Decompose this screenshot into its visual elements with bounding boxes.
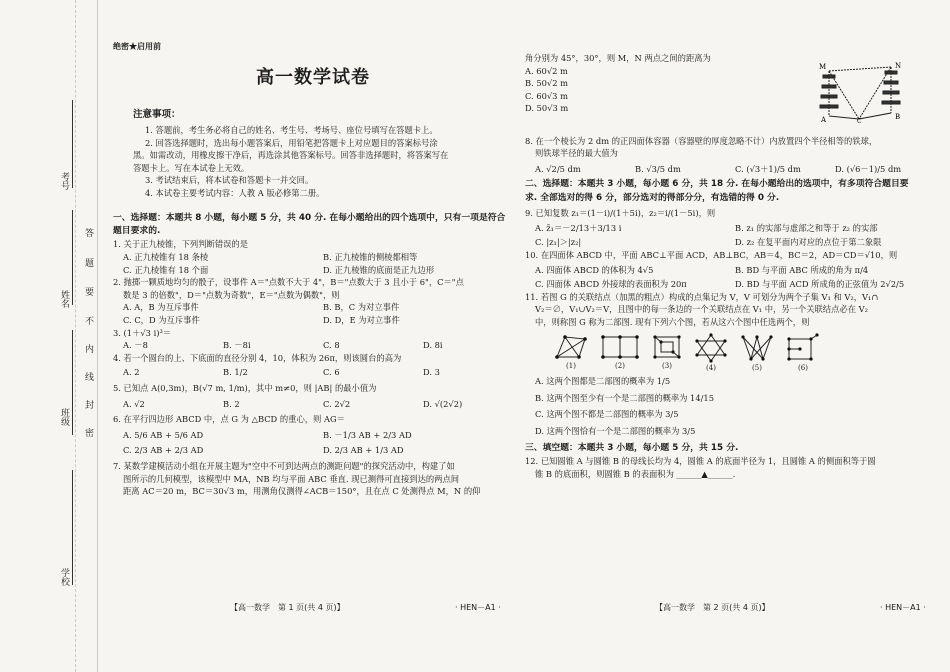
seal-char: 密 — [83, 428, 93, 437]
option: A. 5/6 AB + 5/6 AD — [123, 429, 204, 440]
note-line: 2. 回答选择题时，选出每小题答案后，用铅笔把答题卡上对应题目的答案标号涂 — [145, 137, 438, 148]
seal-char: 要 — [83, 287, 93, 296]
footer-left-code: · HEN－A1 · — [455, 603, 501, 612]
footer-page: 【高一数学 第 1 页(共 4 页)】 — [230, 603, 345, 612]
option: B. z₁ 的实部与虚部之和等于 z₂ 的实部 — [735, 222, 878, 233]
label-m: M — [819, 62, 827, 71]
cb-line — [859, 113, 891, 119]
option: D. (√6－1)/5 dm — [835, 163, 902, 174]
option: D. z₂ 在复平面内对应的点位于第二象限 — [735, 237, 882, 248]
section-title: 题目要求的. — [113, 225, 161, 236]
label-b: B — [895, 112, 901, 121]
school-label: 学校 — [59, 568, 69, 586]
question-stem: 8. 在一个棱长为 2 dm 的正四面体容器（容器壁的厚度忽略不计）内放置四个半径相等的铁球， — [525, 135, 878, 146]
option: A. z̄₁＝－2/13＋3/13 i — [535, 222, 622, 233]
section-title: 二、选择题：本题共 3 小题，每小题 6 分，共 18 分. 在每小题给出的选项中，有多项符合题目要 — [525, 179, 909, 190]
section-title: 一、选择题：本题共 8 小题，每小题 5 分，共 40 分. 在每小题给出的四个选项中，只有一项是符合 — [113, 212, 506, 223]
seal-char: 封 — [83, 400, 93, 409]
binding-line — [97, 0, 98, 672]
question-stem: 距离 AC＝20 m，BC＝30√3 m，用测角仪测得∠ACB＝150°，且在点 C 处测得点 M，N 的仰 — [123, 486, 481, 497]
class-line — [72, 330, 73, 435]
option: A. 60√2 m — [525, 65, 568, 76]
graph-caption: (6) — [798, 363, 808, 372]
question-stem: 11. 若图 G 的关联结点（加黑的粗点）构成的点集记为 V，V 可划分为两个子集 V₁ 和 V₂，V₁∩ — [525, 291, 879, 302]
label-c: C — [857, 117, 862, 123]
option: B. 50√2 m — [525, 78, 568, 89]
option: C. 2√2 — [323, 398, 351, 409]
graph-5 — [739, 333, 775, 374]
q7-block — [525, 61, 925, 135]
option: A. √2/5 dm — [535, 163, 581, 174]
option: A. A，B 为互斥事件 — [123, 302, 199, 313]
school-line — [72, 470, 73, 585]
graph-1 — [553, 333, 589, 374]
option: A. 2 — [123, 367, 140, 378]
footer-right-code: · HEN－A1 · — [880, 603, 926, 612]
question-stem: 中，则称图 G 称为二部图. 现有下列六个图，若从这六个图中任选两个，则 — [535, 317, 810, 328]
graph-6 — [785, 333, 821, 374]
option: C. 这两个图不都是二部图的概率为 3/5 — [535, 409, 679, 420]
option: B. 正九棱锥的侧棱都相等 — [323, 251, 418, 262]
option: D. 2/3 AB + 1/3 AD — [323, 445, 404, 456]
option: D. √(2√2) — [423, 398, 463, 409]
option: C. 四面体 ABCD 外接球的表面积为 20π — [535, 279, 687, 290]
option: A. √2 — [123, 398, 145, 409]
ac-line — [829, 116, 859, 119]
option: B. 1/2 — [223, 367, 248, 378]
question-stem: 9. 已知复数 z₁＝(1－i)/(1＋5i)，z₂＝i/(1－5i)，则 — [525, 208, 716, 219]
seal-char: 内 — [83, 344, 93, 353]
option: B. 2 — [223, 398, 240, 409]
option: A. 四面体 ABCD 的体积为 4√5 — [535, 264, 654, 275]
note-line: 1. 答题前，考生务必将自己的姓名、考生号、考场号、座位号填写在答题卡上。 — [145, 124, 438, 135]
graph-caption: (5) — [752, 363, 762, 372]
tower-figure — [815, 61, 905, 123]
graph-caption: (3) — [662, 361, 672, 370]
option: C. 6 — [323, 367, 340, 378]
name-label: 姓名 — [59, 290, 69, 308]
mn-line — [829, 67, 891, 71]
option: B. －8i — [223, 340, 251, 351]
question-stem: 7. 某数学建模活动小组在开展主题为"空中不可到达两点的测距问题"的探究活动中，构建了如 — [113, 461, 455, 472]
seal-char: 题 — [83, 258, 93, 267]
option: C. 8 — [323, 340, 340, 351]
option: D. 50√3 m — [525, 103, 569, 114]
question-stem: 5. 已知点 A(0,3m)，B(√7 m, 1/m)，其中 m≠0，则 |AB| 的最小值为 — [113, 383, 377, 394]
footer-right: 【高一数学 第 2 页(共 4 页)】 — [655, 603, 770, 612]
question-stem: 10. 在四面体 ABCD 中，平面 ABC⊥平面 ACD，AB⊥BC，AB＝4，BC＝2，AD＝CD＝√10，则 — [525, 249, 898, 260]
option: D. 8i — [423, 340, 443, 351]
question-stem: 图所示的几何模型，该模型中 MA，NB 均与平面 ABC 垂直. 现已测得可直接到达的两点间 — [123, 473, 460, 484]
option: D. 正九棱锥的底面是正九边形 — [323, 264, 435, 275]
graph-caption: (2) — [615, 361, 625, 370]
secret-mark: 绝密★启用前 — [113, 41, 161, 51]
name-line — [72, 210, 73, 305]
option: D. BD 与平面 ACD 所成角的正弦值为 2√2/5 — [735, 279, 905, 290]
option: C. 正九棱锥有 18 个面 — [123, 264, 209, 275]
exam-no-line — [72, 100, 73, 188]
section-title: 求. 全部选对的得 6 分，部分选对的得部分分，有选错的得 0 分. — [525, 192, 780, 203]
question-stem: 角分别为 45°，30°，则 M，N 两点之间的距离为 — [525, 53, 711, 63]
class-label: 班级 — [59, 408, 69, 426]
option: C. C，D 为互斥事件 — [123, 314, 200, 325]
note-line: 4. 本试卷主要考试内容：人教 A 版必修第二册。 — [145, 188, 325, 198]
note-line: 答题卡上。写在本试卷上无效。 — [133, 162, 250, 173]
question-stem: 锥 B 的底面积，则圆锥 B 的表面积为 ______▲______. — [535, 468, 736, 479]
seal-char: 答 — [83, 228, 93, 237]
option: B. B，C 为对立事件 — [323, 302, 400, 313]
option: C. 60√3 m — [525, 90, 568, 101]
option: D. 这两个图恰有一个是二部图的概率为 3/5 — [535, 426, 696, 437]
option: A. 正九棱锥有 18 条棱 — [123, 251, 209, 262]
option: D. 3 — [423, 367, 440, 378]
graph-3 — [651, 333, 683, 374]
right-column — [525, 52, 925, 480]
note-line: 黑。如需改动，用橡皮擦干净后，再选涂其他答案标号。回答非选择题时，将答案写在 — [133, 150, 449, 161]
page-title: 高一数学试卷 — [256, 67, 370, 89]
question-stem: 6. 在平行四边形 ABCD 中，点 G 为 △BCD 的重心，则 AG＝ — [113, 414, 345, 425]
option: B. －1/3 AB + 2/3 AD — [323, 429, 412, 440]
option: C. (√3＋1)/5 dm — [735, 163, 801, 174]
question-stem: 1. 关于正九棱锥，下列判断错误的是 — [113, 239, 249, 250]
graph-caption: (4) — [706, 363, 716, 372]
footer-left — [230, 602, 345, 613]
note-line: 3. 考试结束后，将本试卷和答题卡一并交回。 — [145, 175, 314, 186]
section-title: 三、填空题：本题共 3 小题，每小题 5 分，共 15 分. — [525, 442, 739, 453]
left-column — [113, 40, 513, 498]
seal-char: 线 — [83, 372, 93, 381]
graph-figures — [553, 333, 925, 374]
label-a: A — [821, 115, 827, 123]
notes-heading: 注意事项： — [133, 108, 181, 120]
graph-4 — [693, 333, 729, 374]
option: C. 2/3 AB + 2/3 AD — [123, 445, 204, 456]
question-stem: 3. (1＋√3 i)³＝ — [113, 327, 172, 338]
exam-no-label: 考号 — [59, 172, 69, 190]
question-stem: V₂＝∅，V₁∪V₂＝V，且图中的每一条边的一个关联结点在 V₁ 中，另一个关联结点必在 V₂ — [535, 304, 868, 315]
option: D. D，E 为对立事件 — [323, 314, 400, 325]
question-stem: 2. 抛掷一颗质地均匀的骰子，设事件 A＝"点数不大于 4"，B＝"点数大于 3 且小于 6"，C＝"点 — [113, 277, 464, 288]
question-stem: 4. 若一个圆台的上、下底面的直径分别 4，10，体积为 26π，则该圆台的高为 — [113, 352, 402, 363]
fold-line — [75, 0, 76, 672]
option: A. －8 — [123, 340, 148, 351]
option: B. √3/5 dm — [635, 163, 681, 174]
seal-char: 不 — [83, 316, 93, 325]
graph-2 — [599, 333, 641, 374]
question-stem: 则铁球半径的最大值为 — [535, 148, 618, 159]
notes — [113, 108, 513, 200]
label-n: N — [895, 61, 902, 70]
option: C. |z₁|＞|z₂| — [535, 237, 582, 248]
option: B. BD 与平面 ABC 所成的角为 π/4 — [735, 264, 869, 275]
question-stem: 数是 3 的倍数"，D＝"点数为奇数"，E＝"点数为偶数"，则 — [123, 289, 340, 300]
question-stem: 12. 已知圆锥 A 与圆锥 B 的母线长均为 4，圆锥 A 的底面半径为 1，且圆锥 A 的侧面积等于圆 — [525, 456, 876, 467]
option: A. 这两个图都是二部图的概率为 1/5 — [535, 376, 671, 387]
graph-caption: (1) — [566, 361, 576, 370]
option: B. 这两个图至少有一个是二部图的概率为 14/15 — [535, 392, 714, 403]
